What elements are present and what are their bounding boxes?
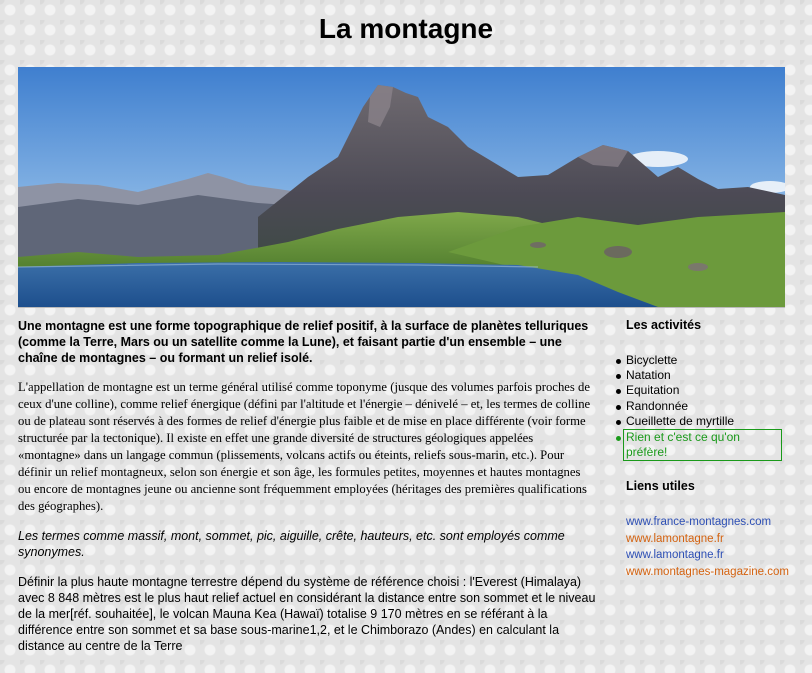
activity-item: Randonnée	[626, 399, 796, 414]
everest-paragraph: Définir la plus haute montagne terrestre dépend du système de référence choisi : l'Everest (Himalaya) avec 8 848 mètres est le plus haut relief actuel en considérant la distance entre son sommet et le niveau de la mer[réf. souhaitée], le volcan Mauna Kea (Hawaï) totalise 9 170 mètres en se référant à la différence entre son sommet et sa base sous-marine1,2, et le Chimborazo (Andes) en calculant la distance au centre de la Terre	[18, 575, 596, 653]
definition-paragraph: L'appellation de montagne est un terme général utilisé comme toponyme (jusque des volumes parfois proches de ceux d'une colline), comme relief énergique (défini par l'altitude et l'énergie – dénivelé – et, les termes de colline ou de plateau sont réservés à des formes de relief d'énergie plus faible et de mise en place différente (voir forme structurée par la tectonique). Il existe en effet une grande diversité de structures géologiques appelées «montagne» dans un langage commun (plissements, volcans actifs ou éteints, reliefs sous-marin, etc.). Pour définir un relief montagneux, selon son énergie et son âge, les formules petites, moyennes et hautes montagnes ou encore de montagnes jeune ou ancienne sont fréquemment employées (héritages des premières qualifications des géographes).	[18, 380, 591, 513]
links-heading: Liens utiles	[626, 479, 695, 494]
link-item	[626, 547, 796, 564]
synonyms-note: Les termes comme massif, mont, sommet, pic, aiguille, crête, hauteurs, etc. sont employés comme synonymes.	[18, 529, 565, 559]
main-content	[18, 318, 596, 654]
link-item	[626, 531, 796, 548]
link-item	[626, 514, 796, 531]
activity-item: Cueillette de myrtille	[626, 414, 796, 429]
links-list	[626, 514, 796, 580]
activity-item: Bicyclette	[626, 353, 796, 368]
page-title: La montagne	[318, 13, 494, 44]
favorite-activity-item: Rien et c'est ce qu'on préfère!	[623, 429, 782, 461]
activities-list	[626, 353, 796, 461]
link-lamontagne-2[interactable]: www.lamontagne.fr	[626, 549, 724, 562]
link-montagnes-magazine[interactable]: www.montagnes-magazine.com	[626, 565, 789, 578]
mountain-landscape-image	[18, 67, 785, 308]
link-lamontagne-1[interactable]: www.lamontagne.fr	[626, 532, 724, 545]
link-france-montagnes[interactable]: www.france-montagnes.com	[626, 516, 772, 529]
activity-item: Equitation	[626, 383, 796, 398]
link-item	[626, 564, 796, 581]
sidebar	[626, 318, 796, 580]
lead-paragraph: Une montagne est une forme topographique de relief positif, à la surface de planètes telluriques (comme la Terre, Mars ou un satellite comme la Lune), et faisant partie d'un ensemble – une chaîne de montagnes – ou formant un relief isolé.	[18, 319, 589, 365]
activity-item: Natation	[626, 368, 796, 383]
activities-heading: Les activités	[626, 318, 702, 332]
